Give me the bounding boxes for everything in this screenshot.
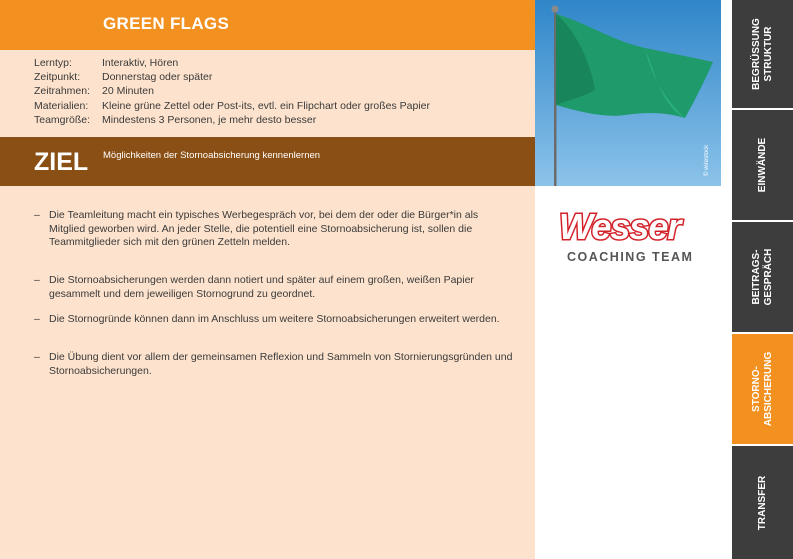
tab-label-line: BEITRAGS-: [750, 249, 762, 305]
info-row-teamgroesse: [34, 114, 316, 126]
bullet-dash: –: [34, 351, 40, 363]
info-key: Materialien:: [34, 100, 89, 112]
logo-subtitle: COACHING TEAM: [567, 250, 694, 264]
ziel-heading: ZIEL: [34, 148, 89, 176]
tab-label-line: TRANSFER: [756, 475, 768, 530]
info-value: Kleine grüne Zettel oder Post-its, evtl. ein Flipchart oder großes Papier: [102, 100, 430, 112]
logo-area: [535, 186, 721, 559]
bullet-text: Die Stornogründe können dann im Anschluss um weitere Stornoabsicherungen erweitert werden.: [49, 313, 500, 325]
header-bar: [0, 0, 535, 50]
ziel-text: Möglichkeiten der Stornoabsicherung kennenlernen: [103, 150, 321, 161]
tab-begruessung-struktur[interactable]: [732, 0, 793, 108]
info-key: Lerntyp:: [34, 57, 72, 69]
page-title: GREEN FLAGS: [103, 14, 230, 33]
info-row-lerntyp: [34, 57, 178, 69]
bullet-text: Die Übung dient vor allem der gemeinsamen Reflexion und Sammeln von Stornierungsgründen und Stornoabsicherungen.: [49, 351, 513, 377]
info-panel: [0, 50, 535, 137]
tab-beitragsgespraech[interactable]: [732, 222, 793, 332]
list-item: [34, 209, 514, 250]
info-value: Mindestens 3 Personen, je mehr desto besser: [102, 114, 317, 126]
tab-transfer[interactable]: [732, 446, 793, 559]
instructions-panel: [0, 186, 535, 559]
bullet-dash: –: [34, 209, 40, 221]
tab-label: [751, 249, 775, 306]
tab-einwaende[interactable]: [732, 110, 793, 220]
info-row-zeitrahmen: [34, 85, 154, 97]
info-key: Zeitrahmen:: [34, 85, 91, 97]
list-item: [34, 313, 514, 327]
info-row-materialien: [34, 100, 430, 112]
tab-label: [751, 18, 775, 90]
list-item: [34, 351, 514, 378]
ziel-bar: [0, 137, 535, 186]
info-value: Interaktiv, Hören: [102, 57, 179, 69]
tab-label-line: STORNO-: [750, 366, 762, 412]
green-flag-photo: [535, 0, 721, 186]
tab-label: [757, 138, 769, 192]
info-row-zeitpunkt: [34, 71, 212, 83]
tab-label-line: EINWÄNDE: [756, 137, 768, 193]
bullet-text: Die Stornoabsicherungen werden dann notiert und später auf einem großen, weißen Papier gesammelt und dem jeweiligen Stornogrund zu geordnet.: [49, 274, 474, 300]
tab-label-line: BEGRÜSSUNG: [750, 18, 762, 90]
list-item: [34, 274, 514, 301]
info-value: 20 Minuten: [102, 85, 154, 97]
tab-gutter: [721, 0, 732, 559]
bullet-dash: –: [34, 313, 40, 325]
wesser-logo: Wesser: [559, 206, 681, 247]
tab-label-line: GESPRÄCH: [762, 248, 774, 306]
info-key: Teamgröße:: [34, 114, 91, 126]
photo-credit: © wirestock: [704, 144, 710, 176]
info-value: Donnerstag oder später: [102, 71, 213, 83]
bullet-dash: –: [34, 274, 40, 286]
tab-label: [757, 475, 769, 529]
tab-stornoabsicherung[interactable]: [732, 334, 793, 444]
tab-label-line: ABSICHERUNG: [762, 351, 774, 427]
info-key: Zeitpunkt:: [34, 71, 81, 83]
tab-label-line: STRUKTUR: [762, 26, 774, 82]
bullet-text: Die Teamleitung macht ein typisches Werbegespräch vor, bei dem der oder die Bürger*in als Mitglied geworben wird. An jeder Stelle, die potentiell eine Stornoabsicherung ist, sollen die Teammitglieder sich mit den grünen Zetteln melden.: [49, 209, 479, 248]
tab-label: [751, 352, 775, 426]
